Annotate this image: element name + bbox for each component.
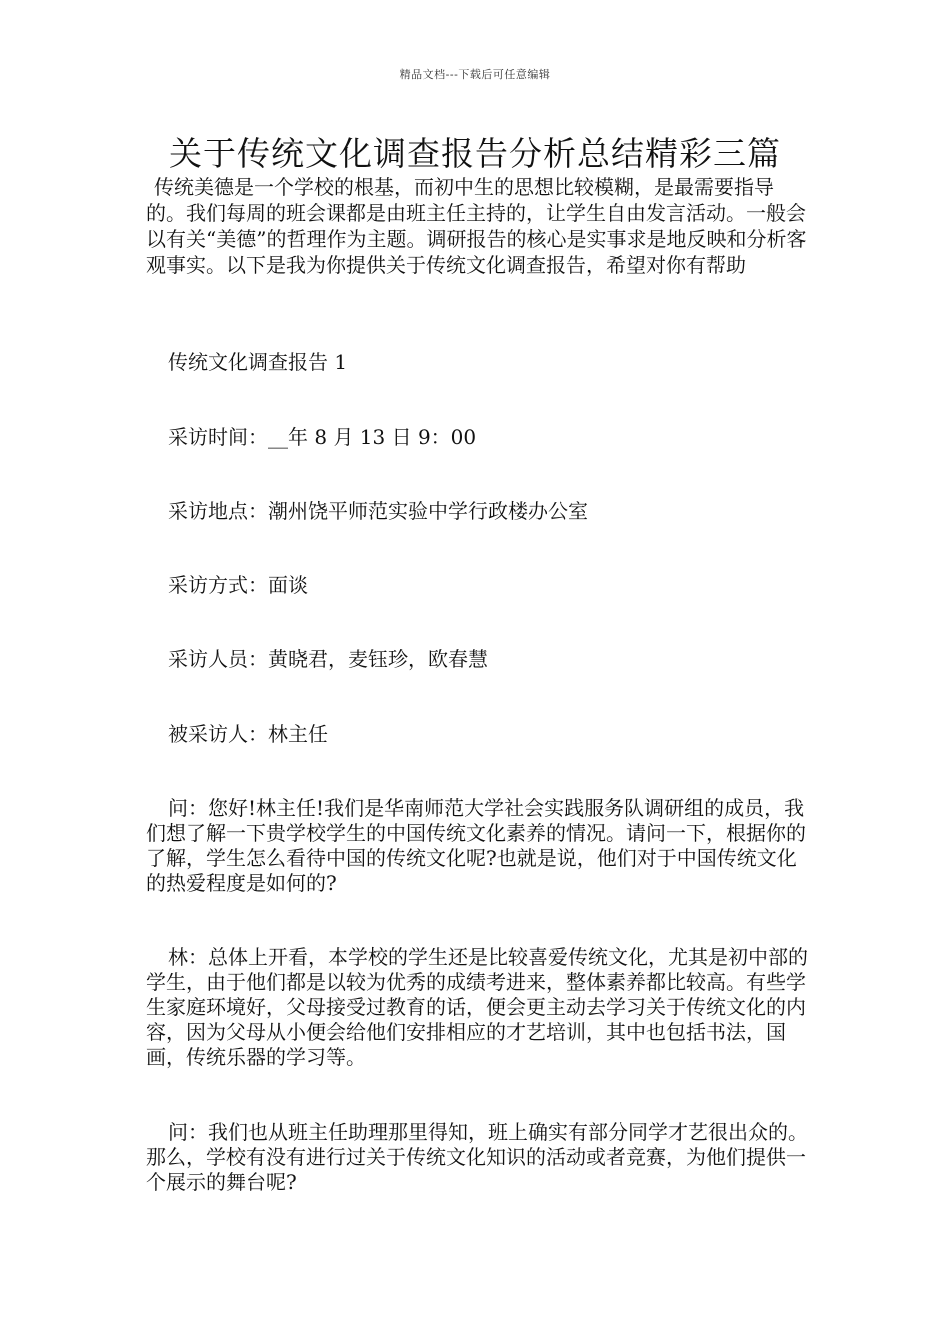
interview-time: 采访时间：__年 8 月 13 日 9：00 — [168, 425, 477, 449]
intro-paragraph: 传统美德是一个学校的根基，而初中生的思想比较模糊，是最需要指导的。我们每周的班会课都是由班主任主持的，让学生自由发言活动。一般会以有关“美德”的哲理作为主题。调研报告的核心是实事求是地反映和分析客观事实。以下是我为你提供关于传统文化调查报告，希望对你有帮助 — [146, 175, 807, 277]
question-paragraph-2: 问：我们也从班主任助理那里得知，班上确实有部分同学才艺很出众的。那么，学校有没有进行过关于传统文化知识的活动或者竞赛，为他们提供一个展示的舞台呢? — [146, 1120, 808, 1194]
page-header: 精品文档---下载后可任意编辑 — [399, 68, 551, 81]
section-heading: 传统文化调查报告 1 — [168, 350, 348, 374]
document-title: 关于传统文化调查报告分析总结精彩三篇 — [169, 134, 781, 173]
question-paragraph-1: 问：您好!林主任!我们是华南师范大学社会实践服务队调研组的成员，我们想了解一下贵学校学生的中国传统文化素养的情况。请问一下，根据你的了解，学生怎么看待中国的传统文化呢?也就是说，他们对于中国传统文化的热爱程度是如何的? — [146, 796, 806, 895]
interview-place: 采访地点：潮州饶平师范实验中学行政楼办公室 — [168, 499, 588, 523]
interviewee: 被采访人：林主任 — [168, 722, 328, 746]
answer-paragraph-1: 林：总体上开看，本学校的学生还是比较喜爱传统文化，尤其是初中部的学生，由于他们都是以较为优秀的成绩考进来，整体素养都比较高。有些学生家庭环境好，父母接受过教育的话，便会更主动去学习关于传统文化的内容，因为父母从小便会给他们安排相应的才艺培训，其中也包括书法，国画，传统乐器的学习等。 — [146, 945, 808, 1069]
interview-method: 采访方式：面谈 — [168, 573, 308, 597]
interviewers: 采访人员：黄晓君，麦钰珍，欧春慧 — [168, 647, 488, 671]
